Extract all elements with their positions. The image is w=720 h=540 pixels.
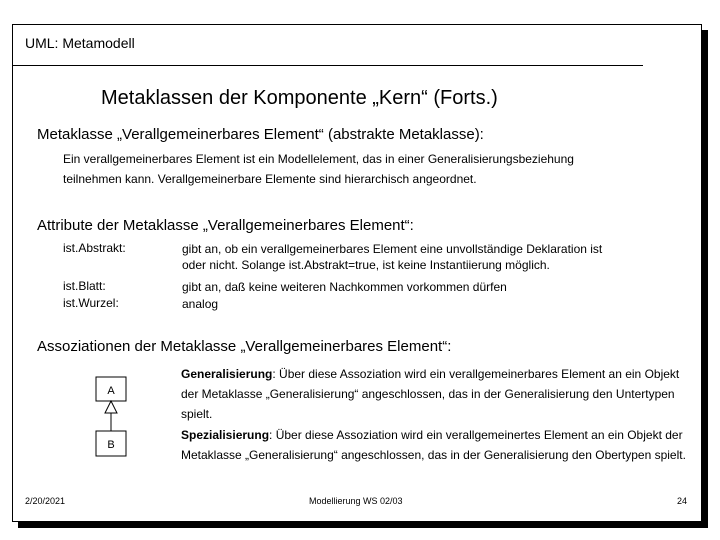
generalisierung-text: : Über diese Assoziation wird ein verallgemeinerbares Element an ein Objekt der Metaklasse „Generalisierung“ angeschlossen, das in der Generalisierung den Untertypen spielt. xyxy=(181,367,680,422)
generalisierung-term: Generalisierung xyxy=(181,367,273,381)
description-line-1: Ein verallgemeinerbares Element ist ein Modellelement, das in einer Generalisierungsbeziehung xyxy=(63,152,574,166)
section-attribute-heading: Attribute der Metaklasse „Verallgemeinerbares Element“: xyxy=(37,217,414,234)
generalization-arrow-icon xyxy=(105,401,117,413)
spezialisierung-text: : Über diese Assoziation wird ein verallgemeinertes Element an ein Objekt der Metaklasse „Generalisierung“ angeschlossen, das in der Generalisierung den Obertypen spielt. xyxy=(181,427,686,462)
attribute-desc-ist-blatt: gibt an, daß keine weiteren Nachkommen vorkommen dürfen xyxy=(182,280,507,294)
slide xyxy=(12,24,702,522)
association-generalisierung xyxy=(181,364,689,425)
attribute-desc-line: oder nicht. Solange ist.Abstrakt=true, ist keine Instantiierung möglich. xyxy=(182,258,550,272)
footer-page-number: 24 xyxy=(677,496,688,506)
footer-date: 2/20/2021 xyxy=(25,496,66,506)
section-metaklasse-description xyxy=(63,149,574,189)
attribute-desc-ist-wurzel: analog xyxy=(182,297,219,311)
uml-generalization-diagram xyxy=(95,375,129,470)
attribute-desc-line: gibt an, ob ein verallgemeinerbares Element eine unvollständige Deklaration ist xyxy=(182,242,603,256)
generalization-diagram-svg xyxy=(95,375,129,465)
header-divider xyxy=(13,65,643,66)
slide-title: Metaklassen der Komponente „Kern“ (Forts.) xyxy=(101,87,498,109)
attribute-name-ist-blatt: ist.Blatt: xyxy=(63,279,106,293)
spezialisierung-term: Spezialisierung xyxy=(181,427,270,442)
section-assoziationen-heading: Assoziationen der Metaklasse „Verallgemeinerbares Element“: xyxy=(37,338,452,355)
section-metaklasse-heading: Metaklasse „Verallgemeinerbares Element“ (abstrakte Metaklasse): xyxy=(37,126,484,143)
association-descriptions xyxy=(181,364,689,465)
slide-header-label: UML: Metamodell xyxy=(25,35,135,51)
association-spezialisierung xyxy=(181,425,689,465)
uml-class-label-a: A xyxy=(107,385,115,397)
description-line-2: teilnehmen kann. Verallgemeinerbare Elemente sind hierarchisch angeordnet. xyxy=(63,172,477,186)
attribute-name-ist-abstrakt: ist.Abstrakt: xyxy=(63,241,126,255)
attribute-name-ist-wurzel: ist.Wurzel: xyxy=(63,296,119,310)
footer-course: Modellierung WS 02/03 xyxy=(309,496,403,506)
uml-class-label-b: B xyxy=(107,439,115,451)
attribute-desc-ist-abstrakt xyxy=(182,241,682,273)
